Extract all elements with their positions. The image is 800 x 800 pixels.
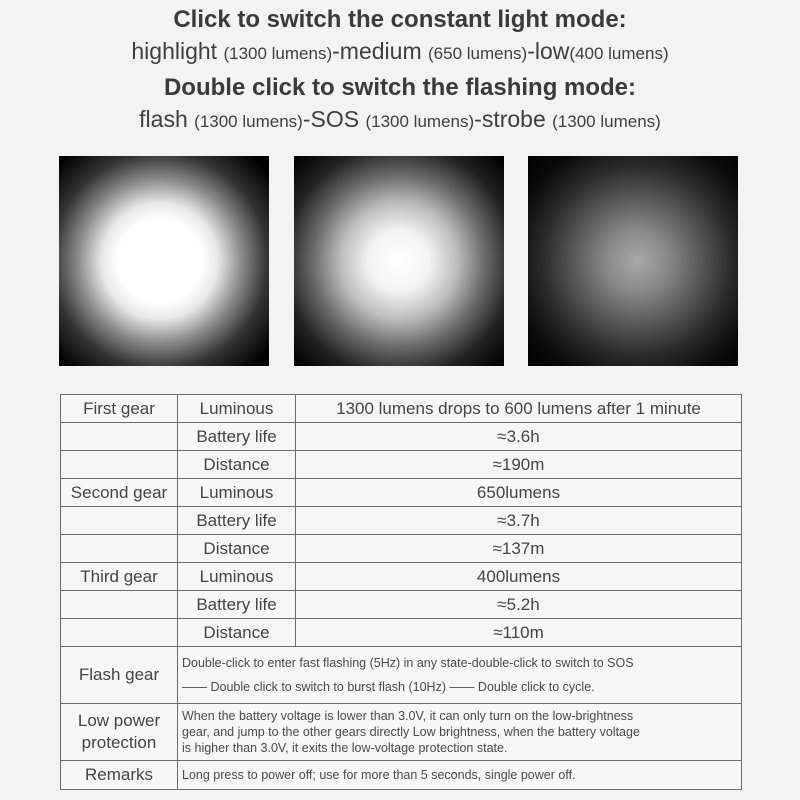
spec-table [60, 394, 742, 790]
description-line: Double-click to enter fast flashing (5Hz) in any state-double-click to switch to SOS [182, 656, 634, 670]
param-label: Battery life [178, 591, 296, 619]
mode-strobe: strobe [481, 106, 546, 132]
param-label: Luminous [178, 563, 296, 591]
constant-mode-list [0, 38, 800, 65]
table-row [61, 423, 742, 451]
empty-cell [61, 535, 178, 563]
table-row [61, 563, 742, 591]
empty-cell [61, 619, 178, 647]
mode-separator: - [332, 38, 340, 64]
mode-separator: - [302, 106, 311, 132]
second-gear-battery: ≈3.7h [296, 507, 742, 535]
beam-photo-low [528, 156, 738, 366]
mode-flash: flash [139, 106, 188, 132]
flash-gear-description [178, 647, 742, 704]
empty-cell [61, 451, 178, 479]
param-label: Luminous [178, 479, 296, 507]
table-row [61, 507, 742, 535]
table-row [61, 647, 742, 704]
third-gear-battery: ≈5.2h [296, 591, 742, 619]
beam-photo-medium [294, 156, 504, 366]
param-label: Distance [178, 619, 296, 647]
param-label: Distance [178, 535, 296, 563]
third-gear-label: Third gear [61, 563, 178, 591]
remarks-label: Remarks [61, 761, 178, 790]
mode-separator: - [474, 106, 482, 132]
first-gear-luminous: 1300 lumens drops to 600 lumens after 1 minute [296, 395, 742, 423]
mode-strobe-lumens: (1300 lumens) [552, 112, 661, 131]
table-row [61, 535, 742, 563]
empty-cell [61, 423, 178, 451]
description-line: gear, and jump to the other gears directly Low brightness, when the battery voltage [182, 725, 640, 739]
mode-low: low [534, 38, 570, 64]
mode-medium: medium [339, 38, 422, 64]
low-power-description [178, 704, 742, 761]
param-label: Distance [178, 451, 296, 479]
first-gear-distance: ≈190m [296, 451, 742, 479]
table-row [61, 591, 742, 619]
description-line: —— Double click to switch to burst flash (10Hz) —— Double click to cycle. [182, 680, 595, 694]
second-gear-luminous: 650lumens [296, 479, 742, 507]
empty-cell [61, 507, 178, 535]
table-row [61, 479, 742, 507]
mode-separator: - [527, 38, 535, 64]
beam-photo-high [59, 156, 269, 366]
mode-highlight: highlight [131, 38, 218, 64]
param-label: Battery life [178, 507, 296, 535]
table-row [61, 451, 742, 479]
third-gear-luminous: 400lumens [296, 563, 742, 591]
second-gear-label: Second gear [61, 479, 178, 507]
param-label: Battery life [178, 423, 296, 451]
mode-flash-lumens: (1300 lumens) [194, 112, 303, 131]
low-power-label [61, 704, 178, 761]
empty-cell [61, 591, 178, 619]
table-row [61, 761, 742, 790]
second-gear-distance: ≈137m [296, 535, 742, 563]
table-row [61, 619, 742, 647]
param-label: Luminous [178, 395, 296, 423]
flash-mode-title: Double click to switch the flashing mode: [163, 74, 637, 101]
mode-medium-lumens: (650 lumens) [428, 44, 528, 63]
first-gear-label: First gear [61, 395, 178, 423]
third-gear-distance: ≈110m [296, 619, 742, 647]
table-row [61, 395, 742, 423]
mode-sos-lumens: (1300 lumens) [365, 112, 475, 131]
mode-low-lumens: (400 lumens) [569, 44, 669, 63]
mode-highlight-lumens: (1300 lumens) [223, 44, 333, 63]
flash-mode-list [0, 106, 800, 133]
flash-gear-label: Flash gear [61, 647, 178, 704]
description-line: is higher than 3.0V, it exits the low-voltage protection state. [182, 741, 508, 755]
constant-mode-title: Click to switch the constant light mode: [173, 6, 627, 33]
label-line: Low power [77, 711, 161, 730]
label-line: protection [81, 733, 157, 752]
first-gear-battery: ≈3.6h [296, 423, 742, 451]
remarks-text: Long press to power off; use for more than 5 seconds, single power off. [178, 761, 742, 790]
mode-sos: SOS [310, 106, 360, 132]
description-line: When the battery voltage is lower than 3.0V, it can only turn on the low-brightness [182, 709, 634, 723]
table-row [61, 704, 742, 761]
